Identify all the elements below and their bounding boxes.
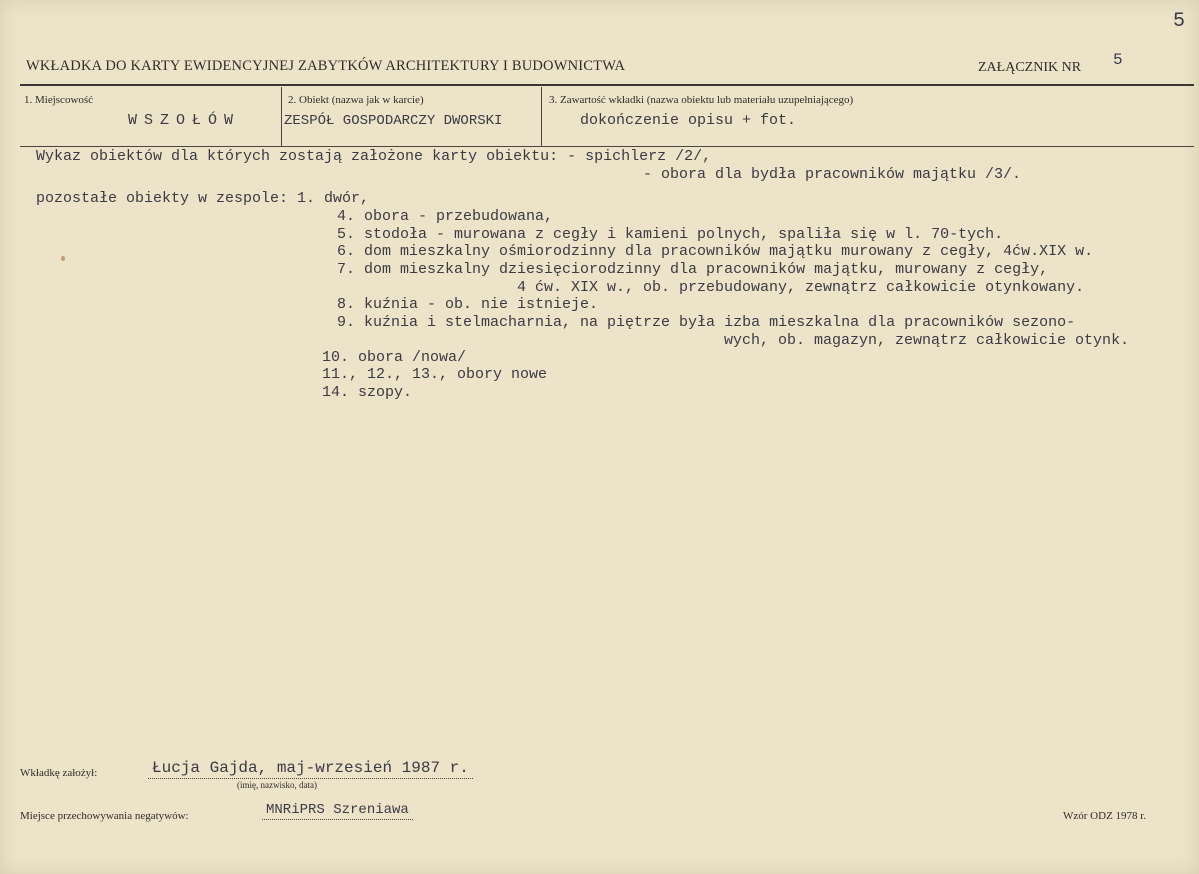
annex-label: ZAŁĄCZNIK NR [978, 60, 1082, 75]
corner-number: 5 [1172, 10, 1185, 33]
remaining-objects-intro: pozostałe obiekty w zespole: 1. dwór, [36, 190, 370, 207]
fields-bottom-rule [20, 146, 1194, 147]
locality-value: WSZOŁÓW [128, 112, 241, 129]
objects-list-intro: Wykaz obiektów dla których zostają założone karty obiektu: - spichlerz /2/, [36, 148, 712, 165]
content-value: dokończenie opisu + fot. [580, 112, 797, 129]
remaining-objects-item: 4. obora - przebudowana, [337, 208, 554, 225]
form-code: Wzór ODZ 1978 r. [1063, 810, 1147, 822]
field-divider-2 [541, 87, 542, 146]
form-title: WKŁADKA DO KARTY EWIDENCYJNEJ ZABYTKÓW ARCHITEKTURY I BUDOWNICTWA [26, 58, 626, 74]
storage-value: MNRiPRS Szreniawa [262, 802, 413, 820]
author-label: Wkładkę założył: [20, 767, 98, 779]
field-divider-1 [281, 87, 282, 146]
paper-stain [61, 256, 65, 261]
objects-list-line: - obora dla bydła pracowników majątku /3/. [643, 166, 1022, 183]
object-label: 2. Obiekt (nazwa jak w karcie) [288, 94, 424, 106]
author-value: Łucja Gajda, maj-wrzesień 1987 r. [148, 759, 473, 779]
object-value: ZESPÓŁ GOSPODARCZY DWORSKI [284, 113, 503, 129]
remaining-objects-item: 5. stodoła - murowana z cegły i kamieni polnych, spaliła się w l. 70-tych. [337, 226, 1004, 243]
header-rule [20, 84, 1194, 86]
remaining-objects-item: 10. obora /nowa/ [322, 349, 467, 366]
locality-label: 1. Miejscowość [24, 94, 94, 106]
remaining-objects-item: 8. kuźnia - ob. nie istnieje. [337, 296, 599, 313]
remaining-objects-item: 9. kuźnia i stelmacharnia, na piętrze była izba mieszkalna dla pracowników sezono- [337, 314, 1076, 331]
remaining-objects-item: 6. dom mieszkalny ośmiorodzinny dla pracowników majątku murowany z cegły, 4ćw.XIX w. [337, 243, 1094, 260]
remaining-objects-item: 11., 12., 13., obory nowe [322, 366, 548, 383]
remaining-objects-item-continued: 4 ćw. XIX w., ob. przebudowany, zewnątrz całkowicie otynkowany. [517, 279, 1085, 296]
remaining-objects-item-continued: wych, ob. magazyn, zewnątrz całkowicie otynk. [724, 332, 1130, 349]
content-label: 3. Zawartość wkładki (nazwa obiektu lub materiału uzupełniającego) [549, 94, 854, 106]
remaining-objects-item: 14. szopy. [322, 384, 413, 401]
storage-label: Miejsce przechowywania negatywów: [20, 810, 189, 822]
remaining-objects-item: 7. dom mieszkalny dziesięciorodzinny dla pracowników majątku, murowany z cegły, [337, 261, 1049, 278]
author-hint: (imię, nazwisko, data) [237, 780, 317, 790]
annex-number: 5 [1113, 51, 1123, 69]
